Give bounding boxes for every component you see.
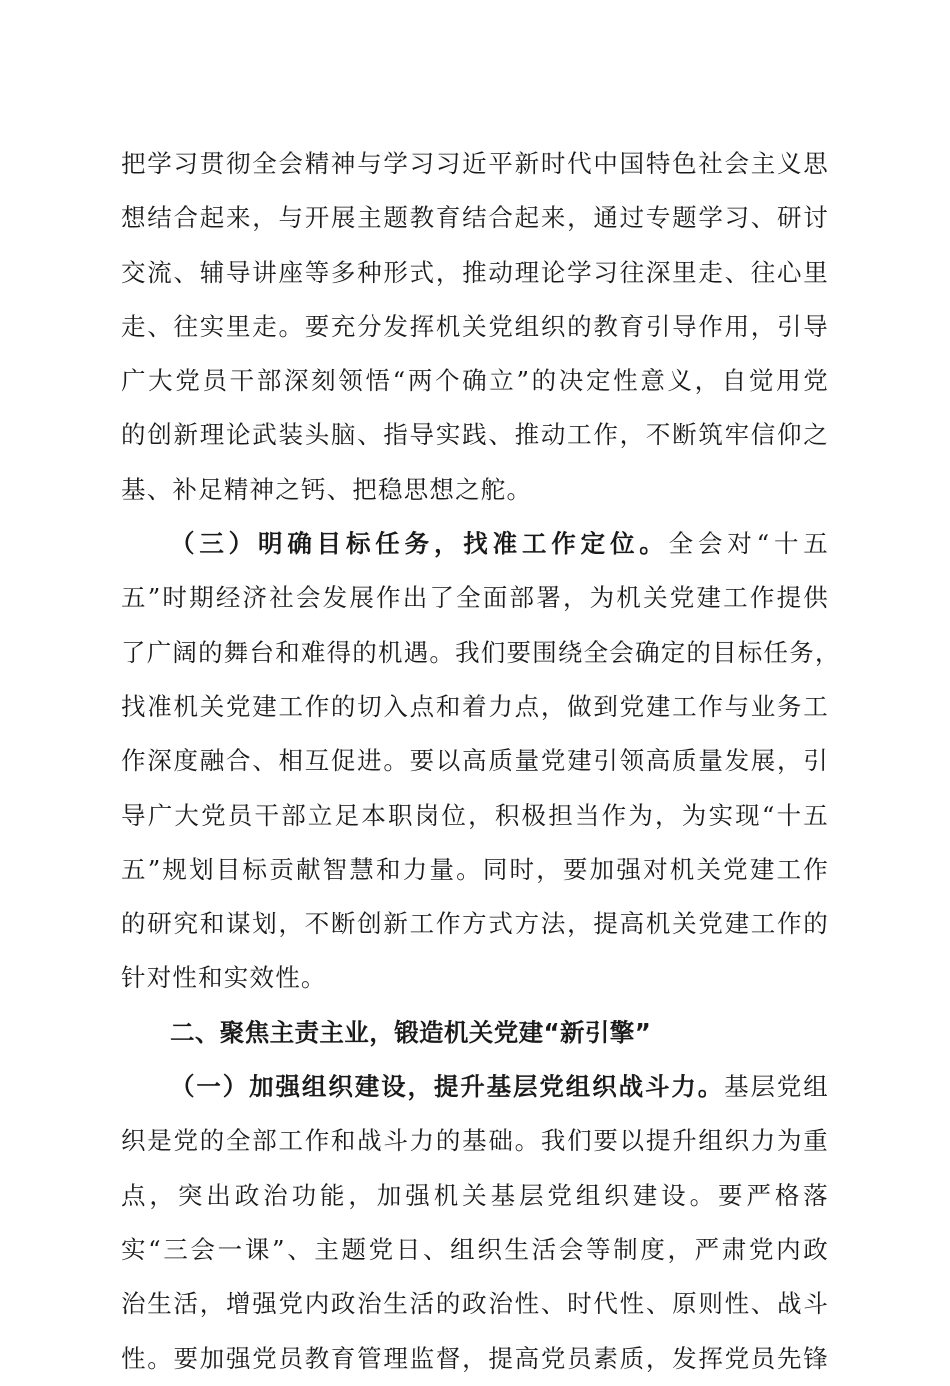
text-line: 针对性和实效性。: [121, 963, 327, 993]
text-line: 五”时期经济社会发展作出了全面部署，为机关党建工作提供: [121, 583, 829, 613]
text-line: 了广阔的舞台和难得的机遇。我们要围绕全会确定的目标任务，: [121, 637, 841, 667]
text-line: 交流、辅导讲座等多种形式，推动理论学习往深里走、往心里: [121, 257, 829, 287]
text-line: 点，突出政治功能，加强机关基层党组织建设。要严格落: [121, 1180, 829, 1210]
paragraph-study-integration: [121, 137, 829, 517]
paragraph-goals-positioning: [121, 517, 841, 1006]
text-line: 五”规划目标贡献智慧和力量。同时，要加强对机关党建工作: [121, 854, 829, 884]
text-line: 走、往实里走。要充分发挥机关党组织的教育引导作用，引导: [121, 311, 829, 341]
text-line: 找准机关党建工作的切入点和着力点，做到党建工作与业务工: [121, 691, 829, 721]
section-heading: 二、聚焦主责主业，锻造机关党建“新引擎”: [170, 1017, 652, 1047]
text-line: 织是党的全部工作和战斗力的基础。我们要以提升组织力为重: [121, 1126, 829, 1156]
text-line-first: [121, 1060, 829, 1114]
paragraph-lead-tail: 全会对“十五: [668, 529, 829, 559]
text-line: 广大党员干部深刻领悟“两个确立”的决定性意义，自觉用党: [121, 366, 829, 396]
text-line: 基、补足精神之钙、把稳思想之舵。: [121, 474, 533, 504]
paragraph-lead-heading: （三）明确目标任务，找准工作定位。: [170, 529, 669, 559]
document-body: [121, 137, 841, 1386]
text-line: 想结合起来，与开展主题教育结合起来，通过专题学习、研讨: [121, 203, 829, 233]
text-line: 的创新理论武装头脑、指导实践、推动工作，不断筑牢信仰之: [121, 420, 829, 450]
text-line: 治生活，增强党内政治生活的政治性、时代性、原则性、战斗: [121, 1289, 829, 1319]
text-line: 的研究和谋划，不断创新工作方式方法，提高机关党建工作的: [121, 909, 829, 939]
text-line: 实“三会一课”、主题党日、组织生活会等制度，严肃党内政: [121, 1234, 829, 1264]
text-line: 把学习贯彻全会精神与学习习近平新时代中国特色社会主义思: [121, 149, 829, 178]
text-line: 导广大党员干部立足本职岗位，积极担当作为，为实现“十五: [121, 800, 829, 830]
text-line: 性。要加强党员教育管理监督，提高党员素质，发挥党员先锋: [121, 1343, 829, 1373]
paragraph-lead-heading: （一）加强组织建设，提升基层党组织战斗力。: [170, 1072, 725, 1102]
text-line: 作深度融合、相互促进。要以高质量党建引领高质量发展，引: [121, 746, 829, 776]
text-line-first: [121, 517, 829, 571]
paragraph-lead-tail: 基层党组: [724, 1072, 829, 1102]
paragraph-organization-building: [121, 1060, 829, 1386]
